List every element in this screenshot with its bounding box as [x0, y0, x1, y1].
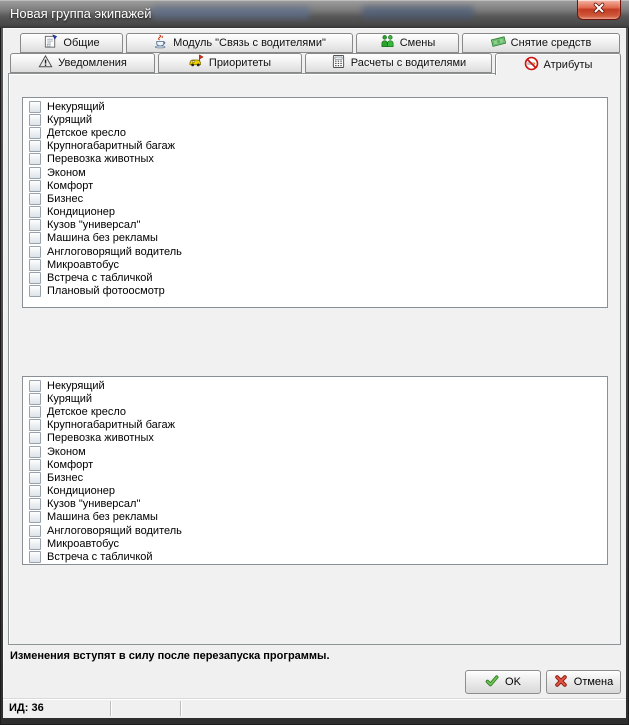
attribute-row[interactable]	[29, 445, 607, 458]
tab-general[interactable]	[20, 33, 123, 53]
attribute-label: Кузов "универсал"	[47, 219, 141, 232]
attribute-label: Машина без рекламы	[47, 232, 158, 245]
tab-label: Расчеты с водителями	[350, 57, 467, 69]
tab-driver-settlements[interactable]	[305, 53, 492, 73]
attribute-row[interactable]	[29, 419, 607, 432]
warning-icon	[38, 54, 53, 72]
java-cup-icon	[153, 34, 168, 52]
attribute-checkbox[interactable]	[29, 259, 41, 271]
attribute-row[interactable]	[29, 192, 607, 205]
close-x-icon	[593, 1, 605, 19]
attribute-checkbox[interactable]	[29, 167, 41, 179]
attribute-label: Крупногабаритный багаж	[47, 419, 175, 432]
group-attributes-list[interactable]	[22, 97, 608, 308]
attribute-checkbox[interactable]	[29, 232, 41, 244]
attribute-row[interactable]	[29, 524, 607, 537]
attribute-label: Некурящий	[47, 100, 105, 113]
attribute-row[interactable]	[29, 485, 607, 498]
attribute-checkbox[interactable]	[29, 180, 41, 192]
tab-label: Приоритеты	[208, 57, 272, 69]
attribute-checkbox[interactable]	[29, 432, 41, 444]
attribute-row[interactable]	[29, 126, 607, 139]
tab-label: Атрибуты	[543, 58, 593, 71]
attribute-row[interactable]	[29, 245, 607, 258]
attribute-label: Курящий	[47, 392, 93, 405]
attribute-label: Комфорт	[47, 179, 94, 192]
attribute-row[interactable]	[29, 113, 607, 126]
attribute-label: Некурящий	[47, 379, 105, 392]
close-button[interactable]	[577, 0, 621, 20]
attribute-label: Кондиционер	[47, 485, 116, 498]
attribute-label: Микроавтобус	[47, 258, 120, 271]
attribute-checkbox[interactable]	[29, 246, 41, 258]
order-attributes-list[interactable]	[22, 376, 608, 565]
redacted-title-area	[362, 6, 474, 19]
attribute-row[interactable]	[29, 166, 607, 179]
attribute-label: Кондиционер	[47, 206, 116, 219]
attribute-checkbox[interactable]	[29, 380, 41, 392]
tab-label: Снятие средств	[510, 37, 592, 49]
attribute-label: Крупногабаритный багаж	[47, 140, 175, 153]
no-smoking-icon	[524, 56, 539, 74]
cancel-button[interactable]	[546, 670, 621, 694]
attribute-label: Эконом	[47, 166, 86, 179]
tab-priorities[interactable]	[158, 53, 302, 73]
attribute-checkbox[interactable]	[29, 193, 41, 205]
form-icon	[43, 34, 58, 52]
attribute-checkbox[interactable]	[29, 525, 41, 537]
attribute-label: Машина без рекламы	[47, 511, 158, 524]
cancel-button-label: Отмена	[573, 676, 614, 688]
tab-driver-link-module[interactable]	[126, 33, 353, 53]
restart-notice: Изменения вступят в силу после перезапуска программы.	[10, 650, 330, 662]
attribute-checkbox[interactable]	[29, 219, 41, 231]
tab-attributes-active[interactable]	[495, 53, 621, 75]
statusbar	[3, 698, 626, 718]
attribute-checkbox[interactable]	[29, 285, 41, 297]
attribute-checkbox[interactable]	[29, 140, 41, 152]
ok-button[interactable]	[465, 670, 541, 694]
attribute-checkbox[interactable]	[29, 393, 41, 405]
attribute-checkbox[interactable]	[29, 485, 41, 497]
redacted-title-area	[152, 6, 310, 19]
attribute-label: Бизнес	[47, 192, 84, 205]
attribute-row[interactable]	[29, 140, 607, 153]
attribute-label: Англоговорящий водитель	[47, 524, 182, 537]
attribute-row[interactable]	[29, 232, 607, 245]
attribute-checkbox[interactable]	[29, 101, 41, 113]
attribute-checkbox[interactable]	[29, 511, 41, 523]
ok-button-label: OK	[505, 676, 521, 688]
window-title: Новая группа экипажей	[10, 6, 152, 21]
attribute-checkbox[interactable]	[29, 114, 41, 126]
attribute-row[interactable]	[29, 471, 607, 484]
attribute-label: Кузов "универсал"	[47, 498, 141, 511]
attribute-label: Англоговорящий водитель	[47, 245, 182, 258]
statusbar-separator	[110, 701, 112, 716]
tab-shifts[interactable]	[356, 33, 459, 53]
attribute-row[interactable]	[29, 511, 607, 524]
attribute-label: Эконом	[47, 445, 86, 458]
money-icon	[491, 34, 506, 52]
titlebar[interactable]	[0, 0, 629, 28]
x-icon	[554, 674, 568, 691]
check-icon	[485, 674, 499, 691]
attribute-label: Детское кресло	[47, 405, 127, 418]
calculator-icon	[331, 54, 346, 72]
people-icon	[380, 34, 395, 52]
attribute-label: Курящий	[47, 113, 93, 126]
attribute-row[interactable]	[29, 498, 607, 511]
attribute-checkbox[interactable]	[29, 472, 41, 484]
statusbar-separator	[180, 701, 182, 716]
attribute-row[interactable]	[29, 285, 607, 298]
taxi-icon	[189, 54, 204, 72]
record-id: ИД: 36	[9, 702, 44, 714]
attribute-label: Бизнес	[47, 471, 84, 484]
tab-label: Общие	[63, 37, 100, 49]
attribute-checkbox[interactable]	[29, 551, 41, 563]
tab-label: Модуль "Связь с водителями"	[173, 37, 326, 49]
attribute-row[interactable]	[29, 537, 607, 550]
attribute-checkbox[interactable]	[29, 272, 41, 284]
attribute-checkbox[interactable]	[29, 538, 41, 550]
tab-label: Уведомления	[58, 57, 127, 69]
attribute-row[interactable]	[29, 206, 607, 219]
attribute-checkbox[interactable]	[29, 459, 41, 471]
attribute-label: Встреча с табличкой	[47, 272, 153, 285]
attribute-checkbox[interactable]	[29, 206, 41, 218]
attribute-label: Плановый фотоосмотр	[47, 285, 165, 298]
attribute-row[interactable]	[29, 271, 607, 284]
attribute-checkbox[interactable]	[29, 446, 41, 458]
attribute-label: Детское кресло	[47, 126, 127, 139]
attribute-checkbox[interactable]	[29, 127, 41, 139]
attribute-row[interactable]	[29, 219, 607, 232]
tab-label: Смены	[399, 37, 436, 49]
attribute-row[interactable]	[29, 392, 607, 405]
attribute-label: Перевозка животных	[47, 432, 154, 445]
tab-funds-withdrawal[interactable]	[462, 33, 620, 53]
attribute-checkbox[interactable]	[29, 419, 41, 431]
attribute-row[interactable]	[29, 432, 607, 445]
attribute-checkbox[interactable]	[29, 498, 41, 510]
attribute-checkbox[interactable]	[29, 406, 41, 418]
attribute-row[interactable]	[29, 179, 607, 192]
attribute-row[interactable]	[29, 153, 607, 166]
attribute-row[interactable]	[29, 379, 607, 392]
attribute-row[interactable]	[29, 458, 607, 471]
attribute-checkbox[interactable]	[29, 153, 41, 165]
attribute-label: Комфорт	[47, 458, 94, 471]
attribute-row[interactable]	[29, 550, 607, 563]
attribute-label: Перевозка животных	[47, 153, 154, 166]
attribute-row[interactable]	[29, 258, 607, 271]
tab-notifications[interactable]	[10, 53, 155, 73]
attribute-label: Микроавтобус	[47, 537, 120, 550]
attribute-label: Встреча с табличкой	[47, 551, 153, 564]
attribute-row[interactable]	[29, 100, 607, 113]
attribute-row[interactable]	[29, 405, 607, 418]
